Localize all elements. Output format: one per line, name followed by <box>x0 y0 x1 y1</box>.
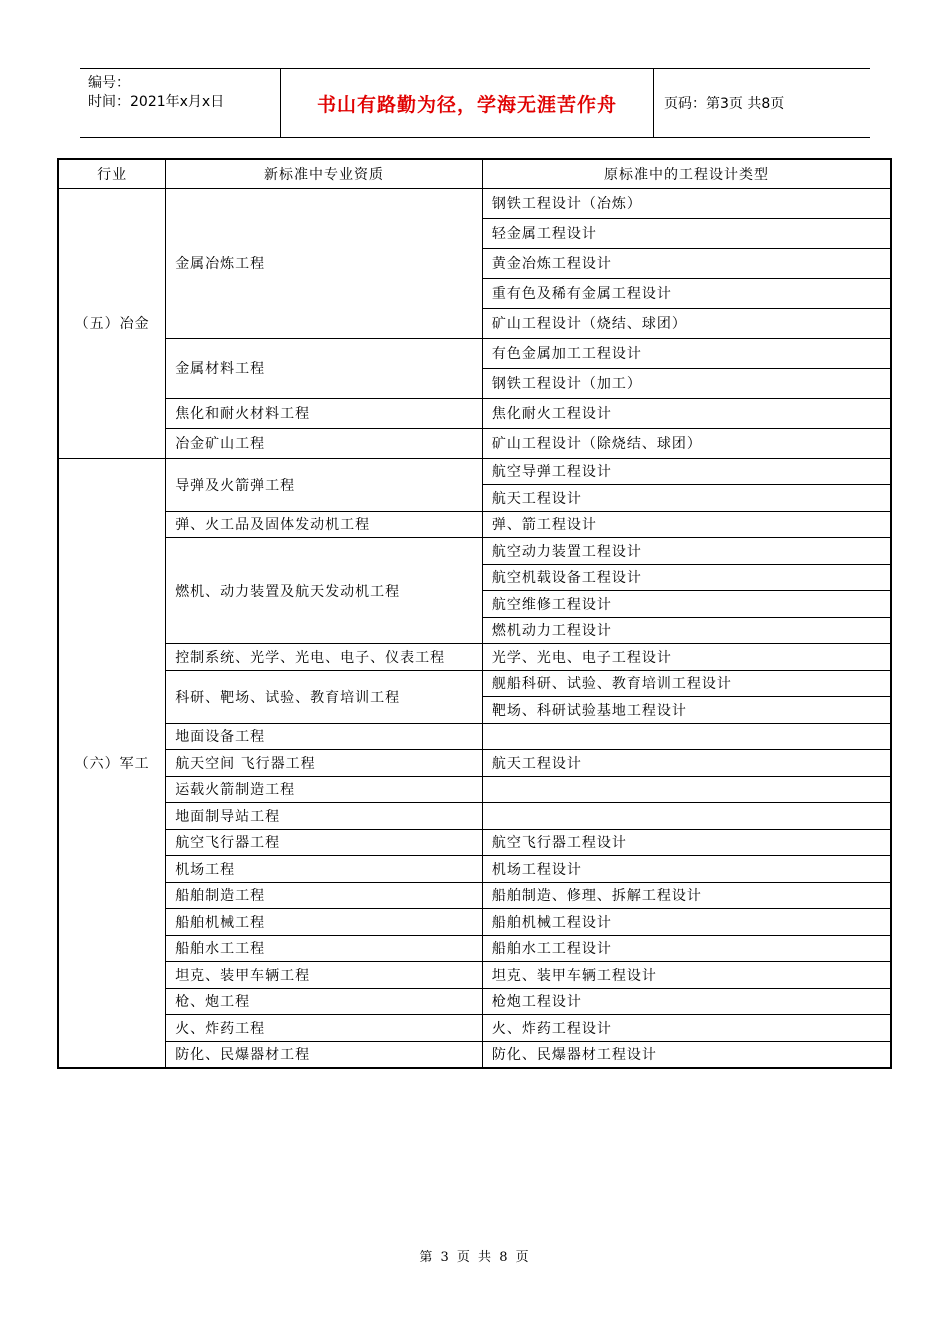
design-type-cell: 航空机载设备工程设计 <box>482 564 891 591</box>
header-motto-cell <box>281 69 654 137</box>
table-row <box>58 338 891 368</box>
table-row <box>58 750 891 777</box>
design-type-cell: 航空导弹工程设计 <box>482 458 891 485</box>
design-type-cell: 航天工程设计 <box>482 750 891 777</box>
page-footer: 第 3 页 共 8 页 <box>419 1250 531 1265</box>
design-type-cell: 船舶机械工程设计 <box>482 909 891 936</box>
design-type-cell: 钢铁工程设计（加工） <box>482 368 891 398</box>
specialty-cell: 枪、炮工程 <box>166 988 483 1015</box>
design-type-cell: 黄金冶炼工程设计 <box>482 248 891 278</box>
table-row <box>58 962 891 989</box>
specialty-cell: 燃机、动力装置及航天发动机工程 <box>166 538 483 644</box>
page-label: 页码：第3页 共8页 <box>664 96 785 112</box>
design-type-cell: 机场工程设计 <box>482 856 891 883</box>
design-type-cell: 坦克、装甲车辆工程设计 <box>482 962 891 989</box>
design-type-cell: 舰船科研、试验、教育培训工程设计 <box>482 670 891 697</box>
table-row <box>58 511 891 538</box>
design-type-cell: 船舶水工工程设计 <box>482 935 891 962</box>
specialty-cell: 科研、靶场、试验、教育培训工程 <box>166 670 483 723</box>
specialty-cell: 船舶制造工程 <box>166 882 483 909</box>
specialty-cell: 防化、民爆器材工程 <box>166 1041 483 1068</box>
specialty-cell: 金属材料工程 <box>166 338 483 398</box>
design-type-cell <box>482 776 891 803</box>
table-row <box>58 776 891 803</box>
table-row <box>58 723 891 750</box>
table-row <box>58 188 891 218</box>
specialty-cell: 航空飞行器工程 <box>166 829 483 856</box>
table-row <box>58 538 891 565</box>
table-row <box>58 829 891 856</box>
specialty-cell: 弹、火工品及固体发动机工程 <box>166 511 483 538</box>
table-row <box>58 398 891 428</box>
specialty-cell: 控制系统、光学、光电、电子、仪表工程 <box>166 644 483 671</box>
header-page-cell <box>654 69 870 137</box>
design-type-cell: 光学、光电、电子工程设计 <box>482 644 891 671</box>
specialty-cell: 导弹及火箭弹工程 <box>166 458 483 511</box>
industry-cell: （五）冶金 <box>58 188 166 458</box>
design-type-cell: 焦化耐火工程设计 <box>482 398 891 428</box>
design-type-cell: 燃机动力工程设计 <box>482 617 891 644</box>
specialty-cell: 船舶水工工程 <box>166 935 483 962</box>
column-header: 新标准中专业资质 <box>166 159 483 188</box>
design-type-cell <box>482 803 891 830</box>
design-type-cell <box>482 723 891 750</box>
design-type-cell: 矿山工程设计（除烧结、球团） <box>482 428 891 458</box>
table-row <box>58 856 891 883</box>
table-row <box>58 1041 891 1068</box>
design-type-cell: 航空维修工程设计 <box>482 591 891 618</box>
table-row <box>58 909 891 936</box>
design-type-cell: 钢铁工程设计（冶炼） <box>482 188 891 218</box>
specialty-cell: 地面设备工程 <box>166 723 483 750</box>
document-header <box>80 68 870 138</box>
design-type-cell: 矿山工程设计（烧结、球团） <box>482 308 891 338</box>
design-type-cell: 防化、民爆器材工程设计 <box>482 1041 891 1068</box>
design-type-cell: 轻金属工程设计 <box>482 218 891 248</box>
table-row <box>58 644 891 671</box>
design-type-cell: 靶场、科研试验基地工程设计 <box>482 697 891 724</box>
table-row <box>58 803 891 830</box>
column-header: 行业 <box>58 159 166 188</box>
design-type-cell: 枪炮工程设计 <box>482 988 891 1015</box>
design-type-cell: 航空飞行器工程设计 <box>482 829 891 856</box>
design-type-cell: 火、炸药工程设计 <box>482 1015 891 1042</box>
table-row <box>58 670 891 697</box>
table-row <box>58 882 891 909</box>
specialty-cell: 坦克、装甲车辆工程 <box>166 962 483 989</box>
time-label: 时间：2021年x月x日 <box>88 94 225 110</box>
specialty-cell: 冶金矿山工程 <box>166 428 483 458</box>
specialty-cell: 地面制导站工程 <box>166 803 483 830</box>
table-header-row <box>58 159 891 188</box>
table-row <box>58 935 891 962</box>
specialty-cell: 火、炸药工程 <box>166 1015 483 1042</box>
header-info-cell <box>80 69 281 137</box>
specialty-cell: 运载火箭制造工程 <box>166 776 483 803</box>
industry-cell: （六）军工 <box>58 458 166 1068</box>
qualification-table <box>57 158 892 1069</box>
design-type-cell: 航空动力装置工程设计 <box>482 538 891 565</box>
table-row <box>58 428 891 458</box>
design-type-cell: 船舶制造、修理、拆解工程设计 <box>482 882 891 909</box>
table-row <box>58 988 891 1015</box>
specialty-cell: 焦化和耐火材料工程 <box>166 398 483 428</box>
table-row <box>58 1015 891 1042</box>
specialty-cell: 船舶机械工程 <box>166 909 483 936</box>
number-label: 编号： <box>88 75 130 91</box>
design-type-cell: 有色金属加工工程设计 <box>482 338 891 368</box>
specialty-cell: 金属冶炼工程 <box>166 188 483 338</box>
design-type-cell: 航天工程设计 <box>482 485 891 512</box>
specialty-cell: 机场工程 <box>166 856 483 883</box>
design-type-cell: 重有色及稀有金属工程设计 <box>482 278 891 308</box>
design-type-cell: 弹、箭工程设计 <box>482 511 891 538</box>
table-row <box>58 458 891 485</box>
column-header: 原标准中的工程设计类型 <box>482 159 891 188</box>
motto-text: 书山有路勤为径，学海无涯苦作舟 <box>316 93 617 116</box>
specialty-cell: 航天空间 飞行器工程 <box>166 750 483 777</box>
